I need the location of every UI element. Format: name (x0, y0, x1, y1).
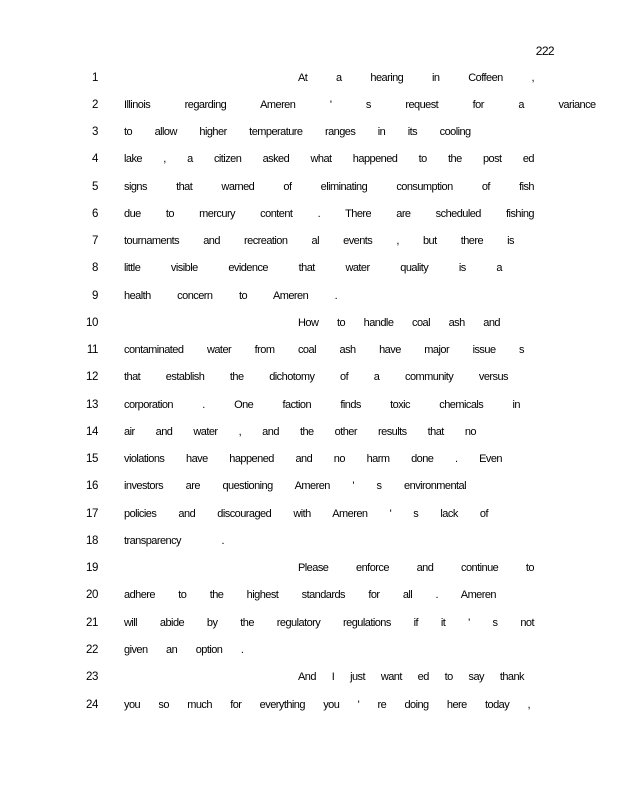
line-text: Please enforce and continue to (298, 562, 534, 574)
line-text: adhere to the highest standards for all . Ameren (124, 589, 496, 601)
line-number: 16 (86, 480, 98, 492)
line-text: At a hearing in Coffeen , (298, 72, 534, 84)
transcript-line (0, 72, 618, 88)
transcript-line (0, 153, 618, 169)
line-text: to allow higher temperature ranges in its cooling (124, 126, 471, 138)
transcript-line (0, 317, 618, 333)
transcript-line (0, 535, 618, 551)
line-number: 22 (86, 644, 98, 656)
transcript-line (0, 262, 618, 278)
transcript-line (0, 426, 618, 442)
line-number: 2 (92, 99, 98, 111)
transcript-line (0, 644, 618, 660)
line-number: 5 (92, 181, 98, 193)
line-number: 10 (86, 317, 98, 329)
transcript-line (0, 562, 618, 578)
line-number: 15 (86, 453, 98, 465)
line-text: tournaments and recreation al events , but there is (124, 235, 514, 247)
line-text: air and water , and the other results that no (124, 426, 476, 438)
line-number: 4 (92, 153, 98, 165)
line-text: Illinois regarding Ameren ' s request for a variance (124, 99, 596, 111)
transcript-line (0, 671, 618, 687)
line-text: due to mercury content . There are scheduled fishing (124, 208, 534, 220)
line-text: lake , a citizen asked what happened to the post ed (124, 153, 534, 165)
line-text: you so much for everything you ' re doing here today , (124, 699, 530, 711)
page-number: 222 (535, 44, 554, 58)
line-text: will abide by the regulatory regulations if it ' s not (124, 617, 534, 629)
line-text: And I just want ed to say thank (298, 671, 524, 683)
line-number: 24 (86, 699, 98, 711)
transcript-line (0, 208, 618, 224)
transcript-line (0, 235, 618, 251)
line-text: little visible evidence that water quality is a (124, 262, 502, 274)
transcript-line (0, 181, 618, 197)
line-number: 17 (86, 508, 98, 520)
line-number: 23 (86, 671, 98, 683)
line-number: 8 (92, 262, 98, 274)
transcript-line (0, 617, 618, 633)
transcript-line (0, 508, 618, 524)
line-text: transparency . (124, 535, 225, 547)
line-text: contaminated water from coal ash have major issue s (124, 344, 524, 356)
line-number: 7 (92, 235, 98, 247)
line-number: 13 (86, 399, 98, 411)
transcript-line (0, 99, 618, 115)
transcript-line (0, 453, 618, 469)
line-number: 20 (86, 589, 98, 601)
line-number: 14 (86, 426, 98, 438)
line-text: signs that warned of eliminating consumption of fish (124, 181, 534, 193)
transcript-line (0, 480, 618, 496)
line-number: 1 (92, 72, 98, 84)
line-number: 3 (92, 126, 98, 138)
transcript-line (0, 399, 618, 415)
transcript-line (0, 699, 618, 715)
line-number: 18 (86, 535, 98, 547)
line-text: health concern to Ameren . (124, 290, 338, 302)
line-number: 6 (92, 208, 98, 220)
transcript-line (0, 371, 618, 387)
transcript-line (0, 589, 618, 605)
line-text: How to handle coal ash and (298, 317, 500, 329)
transcript-line (0, 126, 618, 142)
transcript-line (0, 290, 618, 306)
transcript-line (0, 344, 618, 360)
line-number: 11 (86, 344, 98, 356)
line-text: corporation . One faction finds toxic chemicals in (124, 399, 520, 411)
line-text: that establish the dichotomy of a community versus (124, 371, 508, 383)
line-text: policies and discouraged with Ameren ' s lack of (124, 508, 488, 520)
line-text: investors are questioning Ameren ' s environmental (124, 480, 466, 492)
line-number: 12 (86, 371, 98, 383)
line-number: 19 (86, 562, 98, 574)
line-text: given an option . (124, 644, 244, 656)
line-number: 21 (86, 617, 98, 629)
line-number: 9 (92, 290, 98, 302)
line-text: violations have happened and no harm done . Even (124, 453, 502, 465)
